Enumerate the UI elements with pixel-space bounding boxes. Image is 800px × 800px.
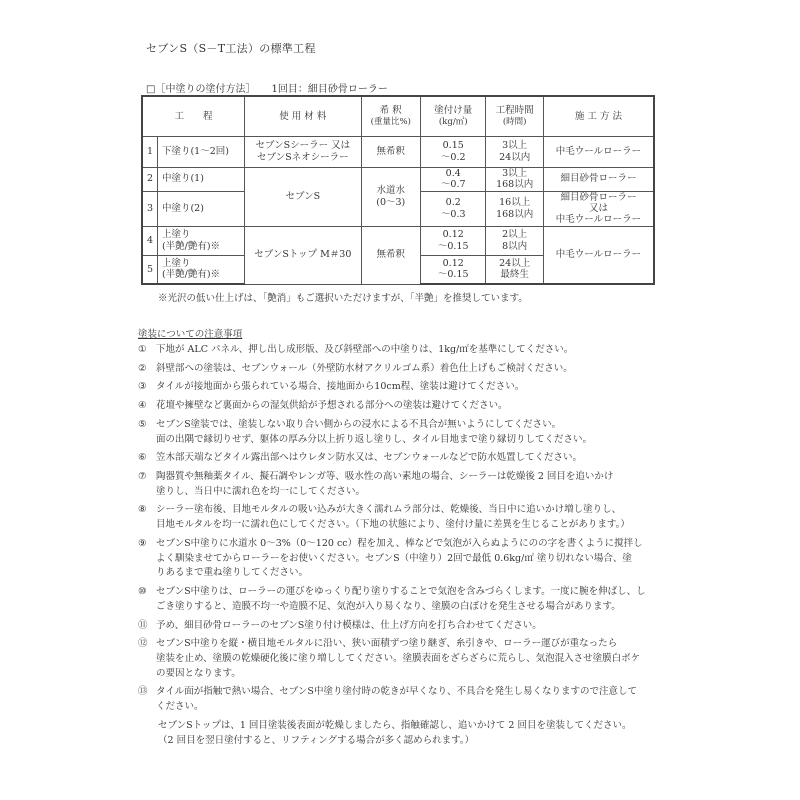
caution-item: [138, 503, 678, 532]
row-method: 細目砂骨ローラー: [543, 167, 654, 191]
caution-line: 塗りし、当日中に濡れ色を均一にしてください。: [156, 485, 366, 497]
table-row: [142, 226, 654, 255]
caution-number: ①: [138, 344, 147, 355]
closing-line: （2 回目を翌日塗付すると、リフティングする場合が多く認められます。）: [158, 734, 475, 746]
closing-line: セブンSトップは、1 回目塗装後表面が乾燥しましたら、指触確認し、追いかけて 2 回目を塗装してください。: [158, 719, 632, 731]
caution-text: [156, 637, 678, 681]
caution-line: セブンS中塗りは、ローラーの運びをゆっくり配り塗りすることで気泡を含みづらくします。一度に腕を伸ばし、し: [156, 586, 646, 598]
section-label-text: □［中塗りの塗付方法］: [146, 84, 256, 95]
header-dilution: 希 釈 (重量比%): [361, 96, 420, 136]
caution-text: [156, 362, 678, 377]
caution-item: [138, 343, 678, 358]
caution-number: ⑫: [138, 638, 148, 650]
caution-line: 笠木部天端などタイル露出部へはウレタン防水又は、セブンウォールなどで防水処置してください。: [156, 452, 582, 464]
row-method: 細目砂骨ローラー 又は 中毛ウールローラー: [543, 191, 654, 226]
caution-text: [156, 503, 678, 532]
row-step: 中塗り(1): [157, 167, 244, 191]
caution-line: ごき塗りすると、造膜不均一や造膜不足、気泡が入り易くなり、塗膜の白ぼけを発生させる場合があります。: [156, 600, 621, 612]
row-dilution: 無希釈: [361, 136, 420, 167]
caution-line: 予め、細目砂骨ローラーのセブンS塗り付け模様は、仕上げ方向を打ち合わせてください。: [156, 619, 542, 631]
caution-number: ⑧: [138, 504, 147, 516]
row-method: 中毛ウールローラー: [543, 226, 654, 284]
caution-text: [156, 470, 678, 499]
caution-text: [156, 380, 678, 395]
caution-line: の要因となります。: [156, 667, 241, 679]
caution-number: ⑨: [138, 537, 147, 549]
header-material: 使 用 材 料: [245, 96, 361, 136]
process-table: [141, 95, 655, 285]
table-row: [142, 167, 654, 191]
row-material: セブンS: [245, 167, 361, 226]
caution-line: タイルが接地面から張られている場合、接地面から10cm程、塗装は避けてください。: [156, 381, 525, 393]
caution-line: 花壇や擁壁など裏面からの湿気供給が予想される部分への塗装は避けてください。: [156, 400, 508, 412]
caution-line: 面の出隅で縁切りせず、躯体の厚み分以上折り返し塗りし、タイル目地まで塗り縁切りしてください。: [156, 433, 593, 445]
row-coverage: 0.2 ～0.3: [421, 191, 486, 226]
caution-text: [156, 537, 678, 581]
caution-number: ⑤: [138, 418, 147, 430]
caution-item: [138, 399, 678, 414]
caution-number: ⑩: [138, 586, 147, 598]
caution-line: セブンS中塗りを縦・横目地モルタルに沿い、狭い面積ずつ塗り継ぎ、糸引きや、ローラー運びが重なったら: [156, 638, 618, 650]
row-interval: 16以上 168以内: [486, 191, 543, 226]
caution-item: [138, 619, 678, 634]
caution-number: ⑪: [138, 619, 148, 631]
table-header-row: [142, 96, 654, 136]
row-coverage: 0.12 ～0.15: [421, 255, 486, 284]
caution-text: [156, 399, 678, 414]
row-material: セブンSトップ M＃30: [245, 226, 361, 284]
caution-item: [138, 362, 678, 377]
row-method: 中毛ウールローラー: [543, 136, 654, 167]
row-interval: 3以上 24以内: [486, 136, 543, 167]
row-step: 下塗り(1～2回): [157, 136, 244, 167]
row-dilution: 水道水 (0～3): [361, 167, 420, 226]
caution-number: ⑦: [138, 471, 147, 483]
caution-item: [138, 637, 678, 681]
caution-number: ②: [138, 362, 147, 374]
caution-item: [138, 451, 678, 466]
row-number: 1: [142, 136, 157, 167]
caution-text: [156, 451, 678, 466]
caution-number: ⑬: [138, 686, 148, 698]
header-interval: 工程時間 (時間): [486, 96, 543, 136]
caution-line: セブンS中塗りに水道水 0～3%（0～120 cc）程を加え、棒などで気泡が入らぬようにのの字を書くように撹拌し: [156, 537, 643, 549]
table-row: [142, 136, 654, 167]
caution-number: ③: [138, 381, 147, 393]
caution-line: タイル面が指触で熱い場合、セブンS中塗り塗付時の乾きが早くなり、不具合を発生し易くなりますので注意して: [156, 686, 637, 698]
caution-text: [156, 619, 678, 634]
caution-text: [156, 685, 678, 714]
row-step: 中塗り(2): [157, 191, 244, 226]
caution-line: りあるまで重ね塗りしてください。: [156, 567, 309, 579]
caution-line: シーラー塗布後、目地モルタルの吸い込みが大きく濡れムラ部分は、乾燥後、当日中に追いかけ増し塗りし、: [156, 504, 622, 516]
row-step: 上塗り (半艶/艶有)※: [157, 226, 244, 255]
header-step: 工 程: [142, 96, 245, 136]
caution-line: よく馴染ませてからローラーをお使いください。セブンS（中塗り）2回で最低 0.6kg/㎡ 塗り切れない場合、塗: [156, 552, 632, 564]
caution-line: ください。: [156, 701, 204, 713]
row-number: 3: [142, 191, 157, 226]
section-detail: 1回目：細目砂骨ローラー: [271, 84, 388, 95]
caution-text: [156, 343, 678, 358]
row-interval: 3以上 168以内: [486, 167, 543, 191]
caution-item: [138, 585, 678, 614]
row-dilution: 無希釈: [361, 226, 420, 284]
row-coverage: 0.15 ～0.2: [421, 136, 486, 167]
caution-item: [138, 418, 678, 447]
caution-number: ⑥: [138, 452, 147, 464]
caution-line: 陶器質や無釉薬タイル、擬石調やレンガ等、吸水性の高い素地の場合、シーラーは乾燥後 2 回目を追いかけ: [156, 471, 614, 483]
row-coverage: 0.4 ～0.7: [421, 167, 486, 191]
caution-item: [138, 470, 678, 499]
caution-line: 斜壁部への塗装は、セブンウォール（外壁防水材アクリルゴム系）着色仕上げもご検討ください。: [156, 362, 573, 374]
row-interval: 2以上 8以内: [486, 226, 543, 255]
caution-item: [138, 380, 678, 395]
row-number: 4: [142, 226, 157, 255]
cautions-heading: 塗装についての注意事項: [138, 329, 243, 340]
caution-item: [138, 537, 678, 581]
header-method: 施 工 方 法: [543, 96, 654, 136]
row-material: セブンSシーラー 又は セブンSネオシーラー: [245, 136, 361, 167]
caution-line: 目地モルタルを均一に濡れ色にしてください。（下地の状態により、塗付け量に差異を生じることがあります。）: [156, 519, 630, 531]
caution-item: [138, 685, 678, 714]
caution-number: ④: [138, 400, 147, 412]
row-number: 2: [142, 167, 157, 191]
caution-line: 下地が ALC パネル、押し出し成形版、及び斜壁部への中塗りは、1kg/㎡を基準にしてください。: [156, 344, 574, 355]
gloss-note: ※光沢の低い仕上げは、「艶消」もご選択いただけますが、「半艶」を推奨しています。: [158, 293, 528, 304]
caution-line: セブンS塗装では、塗装しない取り合い側からの浸水による不具合が無いようにしてください。: [156, 418, 562, 430]
closing-note: [138, 719, 678, 748]
caution-text: [156, 585, 678, 614]
header-coverage: 塗付け量 (kg/㎡): [421, 96, 486, 136]
section-label: [146, 80, 388, 95]
caution-list: [138, 343, 678, 715]
row-step: 上塗り (半艶/艶有)※: [157, 255, 244, 284]
caution-text: [156, 418, 678, 447]
cautions-section: [138, 326, 678, 751]
row-coverage: 0.12 ～0.15: [421, 226, 486, 255]
caution-line: 塗装を止め、塗膜の乾燥硬化後に塗り増ししてください。塗膜表面をざらざらに荒らし、気泡混入させ塗膜白ボケ: [156, 652, 641, 664]
row-number: 5: [142, 255, 157, 284]
doc-title: セブンS（S－T工法）の標準工程: [146, 42, 316, 55]
row-interval: 24以上 最終生: [486, 255, 543, 284]
